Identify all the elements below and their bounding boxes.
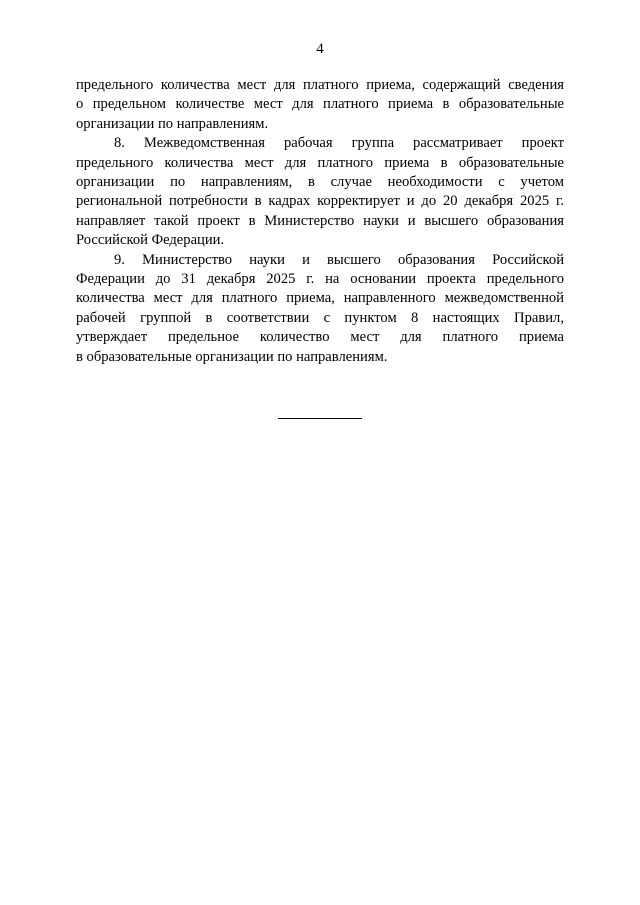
text-line: 9. Министерство науки и высшего образования Российской <box>114 251 564 268</box>
text-line: утверждает предельное количество мест для платного приема <box>76 329 564 346</box>
text-line: организации по направлениям, в случае необходимости с учетом <box>76 174 564 191</box>
text-line: направляет такой проект в Министерство науки и высшего образования <box>76 212 564 229</box>
text-line: организации по направлениям. <box>76 115 269 132</box>
text-line: количества мест для платного приема, направленного межведомственной <box>76 290 564 307</box>
text-line: 8. Межведомственная рабочая группа рассматривает проект <box>114 135 564 152</box>
text-line: Федерации до 31 декабря 2025 г. на основании проекта предельного <box>76 271 564 288</box>
document-body <box>76 76 564 367</box>
text-line: рабочей группой в соответствии с пунктом 8 настоящих Правил, <box>76 309 564 326</box>
text-line: предельного количества мест для платного приема в образовательные <box>76 154 564 171</box>
text-line: о предельном количестве мест для платного приема в образовательные <box>76 96 564 113</box>
text-line: Российской Федерации. <box>76 232 225 249</box>
text-line: региональной потребности в кадрах корректирует и до 20 декабря 2025 г. <box>76 193 564 210</box>
paragraph-item-9 <box>76 251 564 367</box>
paragraph-continuation <box>76 76 564 134</box>
text-line: предельного количества мест для платного приема, содержащий сведения <box>76 77 564 93</box>
text-line: в образовательные организации по направлениям. <box>76 348 388 365</box>
paragraph-item-8 <box>76 134 564 250</box>
end-divider-line <box>278 418 362 419</box>
page-number: 4 <box>316 41 324 57</box>
